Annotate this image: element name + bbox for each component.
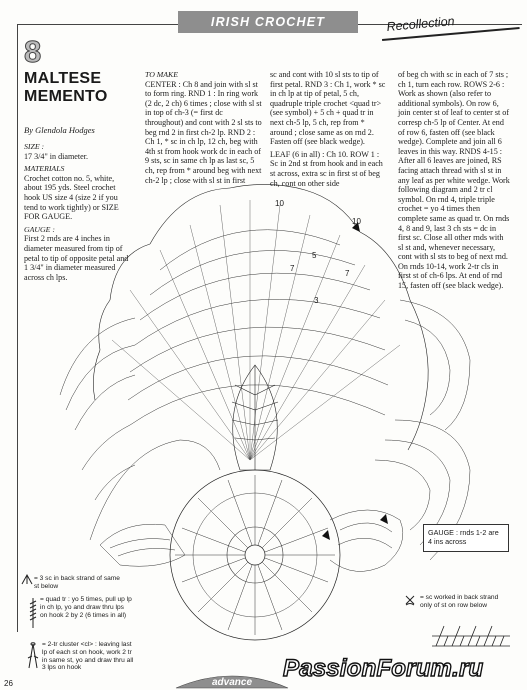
section-banner: IRISH CROCHET xyxy=(178,11,358,33)
gauge-text: First 2 rnds are 4 inches in diameter measured from tip of petal to tip of opposite petal and 1 3/4" in diameter measured across ch lps. xyxy=(24,234,129,282)
back-strand-symbol-icon xyxy=(20,572,34,586)
rounds-text: of beg ch with sc in each of 7 sts ; ch 1, turn each row. ROWS 2-6 : Work as shown (also refer to additional symbols). On row 6, join center st of leaf to center st of corresp ch-5 lp of Center. At end of row 6, fasten off (see black wedge). Complete and join all 6 leaves in this way. RNDS 4-15 : After all 6 leaves are joined, RS facing attach thread with sl st in any leaf as per white wedge. Work following diagram and 2 tr cl symbol. On rnd 4, triple triple crochet = yo 4 times then complete same as quad tr. On rnds 4, 8 and 9, last 3 ch sts = dc in first sc. Close all other rnds with sl st and, whenever necessary, cont with sl sts to beg of next rnd. On rnds 10-14, work 2-tr cls in first st of ch-6 lps. At end of rnd 15, fasten off (see black wedge). xyxy=(398,70,510,291)
pattern-title-line-2: MEMENTO xyxy=(24,88,108,105)
sc-back-strand-symbol-icon xyxy=(404,594,416,606)
to-make-text: CENTER : Ch 8 and join with sl st to form ring. RND 1 : In ring work (2 dc, 2 ch) 6 times ; close with sl st in top of ch-3 (= first dc throughout) and cont with 2 sl sts to beg rnd 2 in first ch-2 lp. RND 2 : Ch 1, * sc in ch lp, 12 ch, beg with 4th st from hook work dc in each of 9 sts, sc in same ch lp as last sc, 5 ch, rep from * around beg with next ch-2 lp ; close with sl st in first xyxy=(145,79,262,185)
fan-rows xyxy=(128,230,388,425)
quad-tr-symbol-icon xyxy=(28,596,38,630)
size-heading: SIZE : xyxy=(24,142,45,151)
pattern-byline: By Glendola Hodges xyxy=(24,125,95,135)
left-leaf xyxy=(60,318,220,540)
materials-text: Crochet cotton no. 5, white, about 195 yds. Steel crochet hook US size 4 (size 2 if you tend to work tightly) or SIZE FOR GAUGE. xyxy=(24,173,119,222)
center-leaf xyxy=(232,365,278,470)
publisher-logo xyxy=(172,668,292,690)
lower-right-leaf xyxy=(330,510,403,571)
pattern-title-line-1: MALTESE xyxy=(24,70,102,87)
sc-back-strand-sample-diagram xyxy=(430,622,512,652)
legend-cluster: = 2-tr cluster <cl> : leaving last lp of each st on hook, work 2 tr in same st, yo and draw thru all 3 lps on hook xyxy=(42,641,134,672)
pattern-number: 8 xyxy=(24,34,42,69)
fan-spokes xyxy=(112,200,400,460)
to-make-heading: TO MAKE xyxy=(145,70,178,79)
cluster-symbol-icon xyxy=(26,640,40,670)
legend-quad-tr: = quad tr : yo 5 times, pull up lp in ch lp, yo and draw thru lps on hook 2 by 2 (6 times in all) xyxy=(40,596,132,619)
leaf-text: LEAF (6 in all) : Ch 10. ROW 1 : Sc in 2nd st from hook and in each st across, extra sc in first st of beg ch, cont on other side xyxy=(270,149,383,188)
publisher-logo-text: advance xyxy=(211,677,253,688)
diagram-label-rnd10-right: 10 xyxy=(352,217,361,226)
rnd3-text: sc and cont with 10 sl sts to tip of first petal. RND 3 : Ch 1, work * sc in ch lp at tip of petal, 5 ch, quadruple triple crochet <quad tr> (see symbol) + 5 ch + quad tr in next ch-5 lp, 5 ch, rep from * around ; close same as on rnd 2. Fasten off (see black wedge). xyxy=(270,70,386,147)
diagram-label-rnd3: 3 xyxy=(314,296,319,305)
size-text: 17 3/4" in diameter. xyxy=(24,151,88,161)
legend-back-strand: = 3 sc in back strand of same st below xyxy=(34,575,120,590)
lower-left-leaf xyxy=(100,524,185,566)
legend-sc-back: = sc worked in back strand only of st on row below xyxy=(420,594,499,609)
materials-heading: MATERIALS xyxy=(24,164,65,174)
diagram-label-rnd10: 10 xyxy=(275,199,284,208)
site-watermark: PassionForum.ru xyxy=(283,655,484,682)
center-petals xyxy=(175,475,335,635)
right-swirl xyxy=(375,300,470,560)
section-tab-label: Recollection xyxy=(386,14,456,34)
gauge-box: GAUGE : rnds 1-2 are 4 ins across xyxy=(423,524,509,552)
diagram-label-rnd5: 5 xyxy=(312,251,317,260)
diagram-label-rnd7-right: 7 xyxy=(345,269,350,278)
gauge-heading: GAUGE : xyxy=(24,224,55,234)
diagram-label-rnd7: 7 xyxy=(290,264,295,273)
page-number: 26 xyxy=(4,679,13,688)
